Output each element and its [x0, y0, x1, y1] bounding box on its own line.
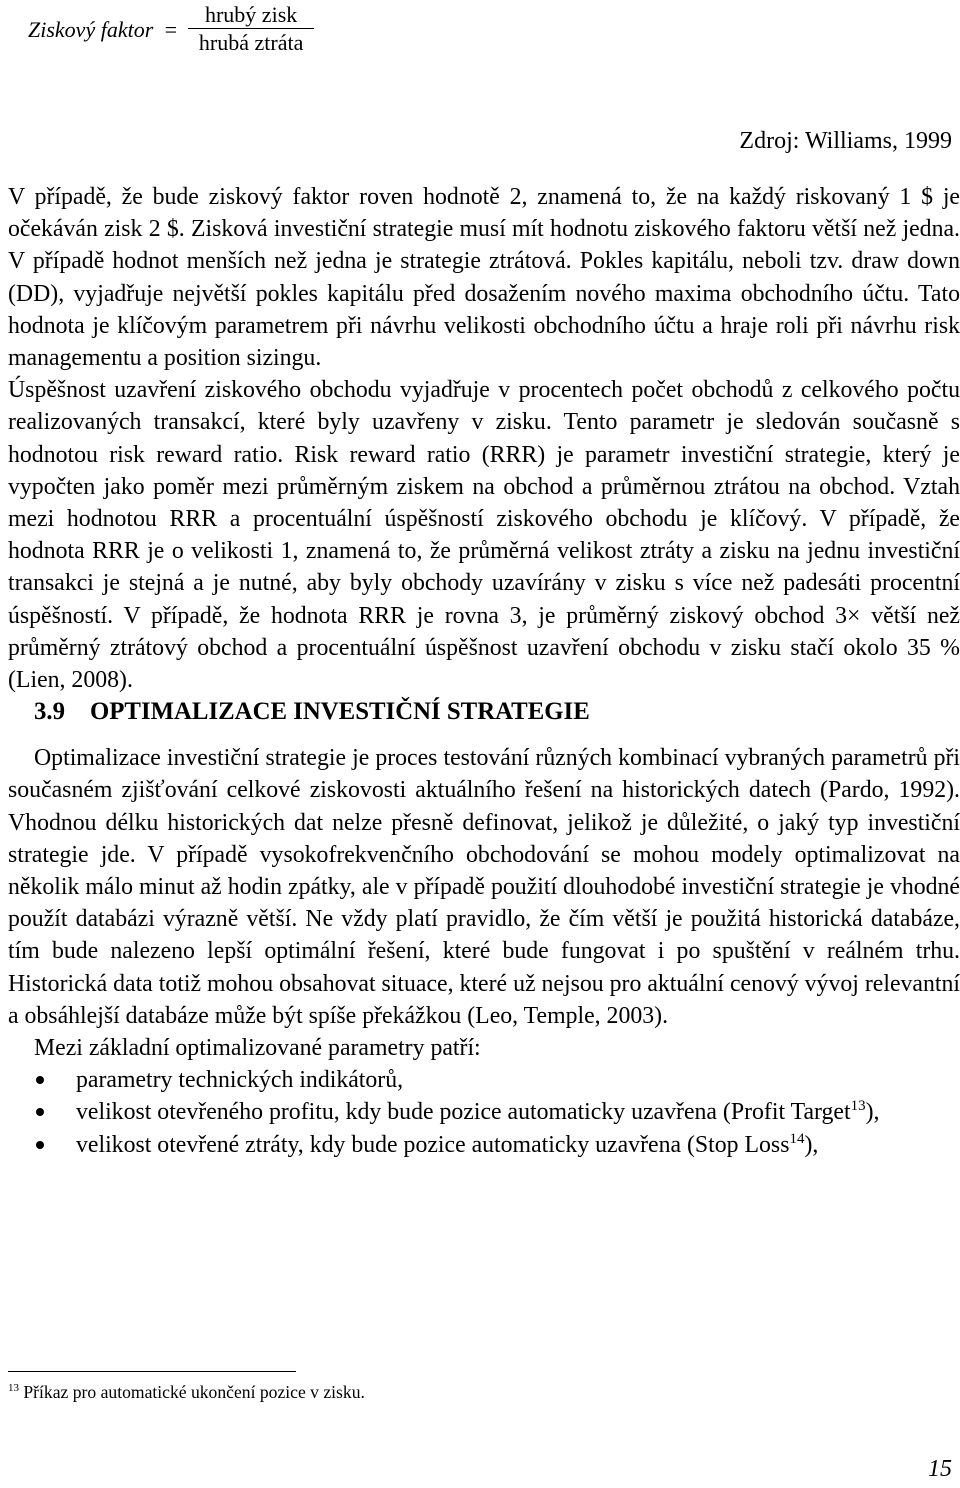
list-item-text-end: ),: [865, 1099, 880, 1126]
list-item-text: velikost otevřené ztráty, kdy bude pozice automaticky uzavřena (Stop Loss: [76, 1131, 790, 1158]
formula-equals: =: [163, 16, 179, 42]
footnote-text: Příkaz pro automatické ukončení pozice v zisku.: [19, 1382, 365, 1402]
parameter-list: [8, 1064, 960, 1161]
formula-lhs: Ziskový faktor: [28, 16, 154, 42]
list-item: [8, 1064, 960, 1096]
bullet-icon: [36, 1141, 44, 1149]
source-citation: Zdroj: Williams, 1999: [739, 128, 952, 154]
footnote-mark: 13: [8, 1382, 19, 1394]
footnote-ref[interactable]: 14: [789, 1130, 805, 1147]
footnote-separator: [8, 1371, 296, 1372]
section-number: 3.9: [34, 698, 65, 726]
paragraph: Úspěšnost uzavření ziskového obchodu vyjadřuje v procentech počet obchodů z celkového počtu realizovaných transakcí, které byly uzavřeny v zisku. Tento parametr je sledován současně s hodnotou risk reward ratio. Risk reward ratio (RRR) je parametr investiční strategie, který je vypočten jako poměr mezi průměrným ziskem na obchod a průměrnou ztrátou na obchod. Vztah mezi hodnotou RRR a procentuální úspěšností ziskového obchodu je klíčový. V případě, že hodnota RRR je o velikosti 1, znamená to, že průměrná velikost ztráty a zisku na jednu investiční transakci je stejná a je nutné, aby byly obchody uzavírány v zisku s více než padesáti procentní úspěšností. V případě, že hodnota RRR je rovna 3, je průměrný ziskový obchod 3× větší než průměrný ztrátový obchod a procentuální úspěšnost uzavření obchodu v zisku stačí okolo 35 % (Lien, 2008).: [8, 377, 960, 694]
list-item: [8, 1096, 960, 1128]
list-item-text: parametry technických indikátorů,: [76, 1067, 404, 1094]
formula-fraction: [188, 2, 314, 57]
section-title: OPTIMALIZACE INVESTIČNÍ STRATEGIE: [90, 698, 590, 726]
paragraph: Mezi základní optimalizované parametry patří:: [34, 1035, 481, 1062]
footnote-ref[interactable]: 13: [850, 1098, 866, 1115]
paragraph: Optimalizace investiční strategie je proces testování různých kombinací vybraných parametrů při současném zjišťování celkové ziskovosti aktuálního řešení na historických datech (Pardo, 1992). Vhodnou délku historických dat nelze přesně definovat, jelikož je důležité, o jaký typ investiční strategie jde. V případě vysokofrekvenčního obchodování se mohou modely optimalizovat na několik málo minut až hodin zpátky, ale v případě použití dlouhodobé investiční strategie je vhodné použít databázi výrazně větší. Ne vždy platí pravidlo, že čím větší je použitá historická databáze, tím bude nalezeno lepší optimální řešení, které bude fungovat i po spuštění v reálném trhu. Historická data totiž mohou obsahovat situace, které už nejsou pro aktuální cenový vývoj relevantní a obsáhlejší databáze může být spíše překážkou (Leo, Temple, 2003).: [8, 745, 960, 1029]
bullet-icon: [36, 1108, 44, 1116]
list-item-text: velikost otevřeného profitu, kdy bude pozice automaticky uzavřena (Profit Target: [76, 1099, 851, 1126]
section-heading: [8, 696, 960, 728]
bullet-icon: [36, 1076, 44, 1084]
footnote: [8, 1380, 365, 1404]
body-text: [8, 181, 960, 1161]
paragraph: V případě, že bude ziskový faktor roven hodnotě 2, znamená to, že na každý riskovaný 1 $ je očekáván zisk 2 $. Zisková investiční strategie musí mít hodnotu ziskového faktoru větší než jedna. V případě hodnot menších než jedna je strategie ztrátová. Pokles kapitálu, neboli tzv. draw down (DD), vyjadřuje největší pokles kapitálu před dosažením nového maxima obchodního účtu. Tato hodnota je klíčovým parametrem při návrhu velikosti obchodního účtu a hraje roli při návrhu risk managementu a position sizingu.: [8, 184, 960, 372]
list-item: [8, 1129, 960, 1161]
page-number: 15: [928, 1456, 952, 1482]
formula-denominator: hrubá ztráta: [198, 30, 304, 55]
formula-numerator: hrubý zisk: [204, 2, 298, 27]
list-item-text-end: ),: [804, 1131, 819, 1158]
profit-factor-formula: [28, 2, 314, 57]
